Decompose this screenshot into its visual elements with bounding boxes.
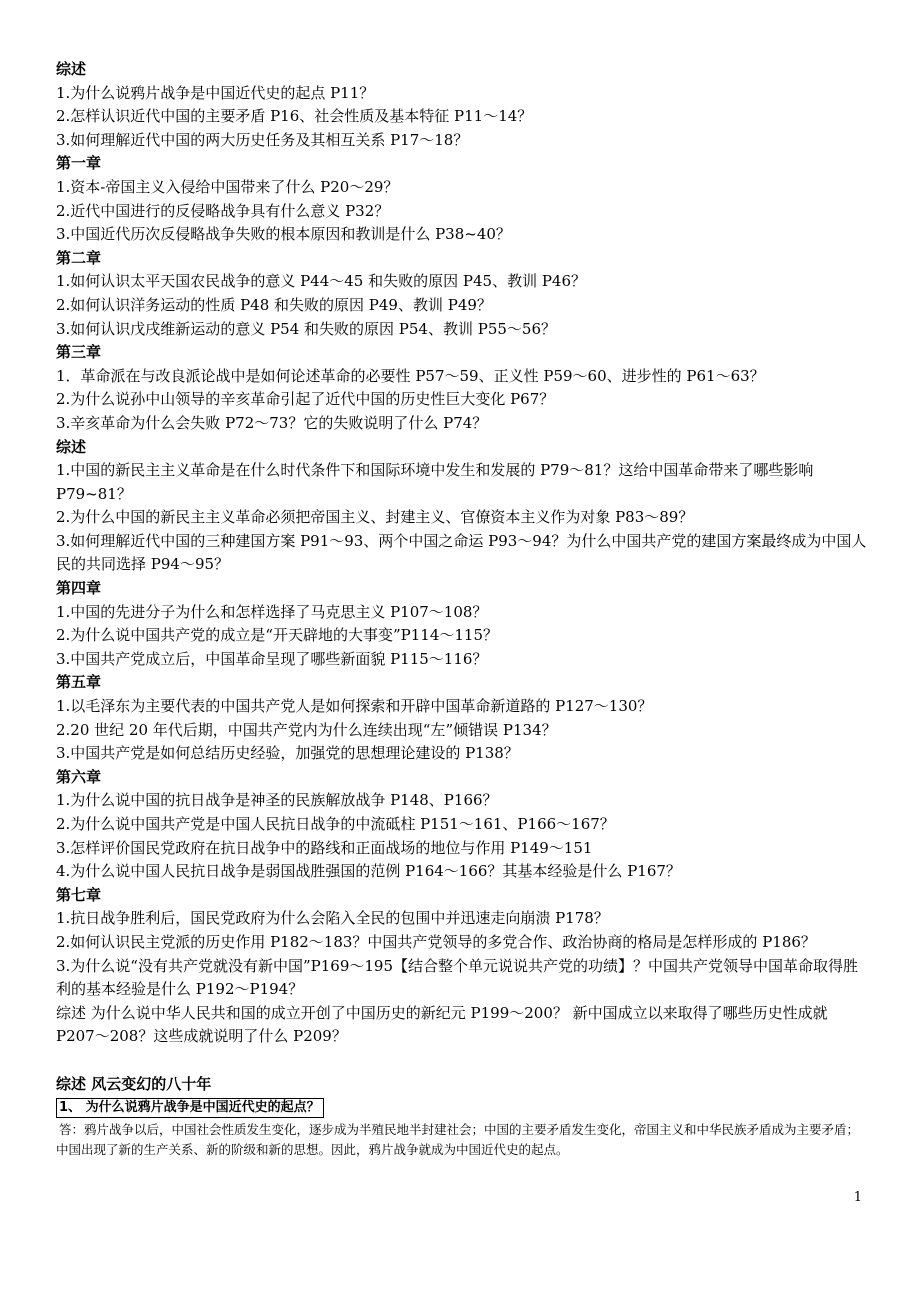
question-item: 3.辛亥革命为什么会失败 P72～73？它的失败说明了什么 P74？ xyxy=(56,413,488,432)
question-item: 3.中国共产党成立后，中国革命呈现了哪些新面貌 P115～116？ xyxy=(56,649,488,668)
chapter-heading: 综述 xyxy=(56,437,87,456)
question-item: 2.如何认识洋务运动的性质 P48 和失败的原因 P49、教训 P49？ xyxy=(56,295,492,314)
question-item: 1.为什么说中国的抗日战争是神圣的民族解放战争 P148、P166？ xyxy=(56,791,498,810)
question-item: 2.为什么中国的新民主主义革命必须把帝国主义、封建主义、官僚资本主义作为对象 P83～89？ xyxy=(56,508,694,527)
question-item: 3.怎样评价国民党政府在抗日战争中的路线和正面战场的地位与作用 P149～151 xyxy=(56,838,593,857)
question-item: 1.抗日战争胜利后，国民党政府为什么会陷入全民的包围中并迅速走向崩溃 P178？ xyxy=(56,909,609,928)
question-item: 4.为什么说中国人民抗日战争是弱国战胜强国的范例 P164～166？其基本经验是什么 P167？ xyxy=(56,862,681,881)
chapter-heading: 第六章 xyxy=(56,767,102,786)
question-item: 3.中国近代历次反侵略战争失败的根本原因和教训是什么 P38~40？ xyxy=(56,225,511,244)
chapter-heading: 第七章 xyxy=(56,885,102,904)
question-outline xyxy=(56,58,868,1049)
question-item: 1.为什么说鸦片战争是中国近代史的起点 P11？ xyxy=(56,83,375,102)
question-item: 3.为什么说“没有共产党就没有新中国”P169～195【结合整个单元说说共产党的功绩】？中国共产党领导中国革命取得胜利的基本经验是什么 P192～P194？ xyxy=(56,956,859,999)
question-item: 3.如何理解近代中国的两大历史任务及其相互关系 P17～18？ xyxy=(56,130,469,149)
question-item: 综述 为什么说中华人民共和国的成立开创了中国历史的新纪元 P199～200？ 新中国成立以来取得了哪些历史性成就 P207～208？这些成就说明了什么 P209？ xyxy=(56,1003,828,1046)
chapter-heading: 第三章 xyxy=(56,343,102,362)
question-item: 2.怎样认识近代中国的主要矛盾 P16、社会性质及基本特征 P11～14？ xyxy=(56,107,533,126)
document-page xyxy=(56,58,868,1160)
question-item: 3.中国共产党是如何总结历史经验，加强党的思想理论建设的 P138？ xyxy=(56,744,519,763)
spacer xyxy=(56,1049,868,1073)
answer-paragraph: 答：鸦片战争以后，中国社会性质发生变化，逐步成为半殖民地半封建社会；中国的主要矛盾发生变化，帝国主义和中华民族矛盾成为主要矛盾；中国出现了新的生产关系、新的阶级和新的思想。因此，鸦片战争就成为中国近代史的起点。 xyxy=(56,1121,860,1157)
chapter-heading: 第二章 xyxy=(56,248,102,267)
chapter-heading: 第一章 xyxy=(56,154,102,173)
question-item: 1.中国的新民主主义革命是在什么时代条件下和国际环境中发生和发展的 P79～81？这给中国革命带来了哪些影响 P79~81？ xyxy=(56,461,814,503)
section-title: 综述 风云变幻的八十年 xyxy=(56,1074,212,1093)
answer-section xyxy=(56,1073,868,1160)
question-item: 3.如何认识戊戌维新运动的意义 P54 和失败的原因 P54、教训 P55～56？ xyxy=(56,319,557,338)
boxed-question: 1、 为什么说鸦片战争是中国近代史的起点？ xyxy=(56,1098,324,1118)
question-item: 2.为什么说中国共产党的成立是“开天辟地的大事变”P114～115？ xyxy=(56,626,499,645)
question-item: 2.如何认识民主党派的历史作用 P182～183？中国共产党领导的多党合作、政治协商的格局是怎样形成的 P186？ xyxy=(56,932,816,951)
chapter-heading: 综述 xyxy=(56,60,87,78)
page-number: 1 xyxy=(853,1190,862,1205)
question-item: 3.如何理解近代中国的三种建国方案 P91～93、两个中国之命运 P93～94？为什么中国共产党的建国方案最终成为中国人民的共同选择 P94～95？ xyxy=(56,531,867,574)
question-item: 2.20 世纪 20 年代后期，中国共产党内为什么连续出现“左”倾错误 P134？ xyxy=(56,720,557,739)
question-item: 2.近代中国进行的反侵略战争具有什么意义 P32？ xyxy=(56,201,390,220)
question-item: 1.如何认识太平天国农民战争的意义 P44～45 和失败的原因 P45、教训 P46？ xyxy=(56,272,587,291)
chapter-heading: 第四章 xyxy=(56,579,102,598)
question-item: 1.以毛泽东为主要代表的中国共产党人是如何探索和开辟中国革命新道路的 P127～130？ xyxy=(56,697,653,716)
question-item: 2.为什么说孙中山领导的辛亥革命引起了近代中国的历史性巨大变化 P67？ xyxy=(56,390,555,409)
question-item: 1.资本-帝国主义入侵给中国带来了什么 P20～29？ xyxy=(56,177,399,196)
question-item: 1.中国的先进分子为什么和怎样选择了马克思主义 P107～108？ xyxy=(56,602,488,621)
question-item: 1．革命派在与改良派论战中是如何论述革命的必要性 P57～59、正义性 P59～60、进步性的 P61～63？ xyxy=(56,366,765,385)
question-item: 2.为什么说中国共产党是中国人民抗日战争的中流砥柱 P151～161、P166～167？ xyxy=(56,815,615,833)
chapter-heading: 第五章 xyxy=(56,673,102,692)
